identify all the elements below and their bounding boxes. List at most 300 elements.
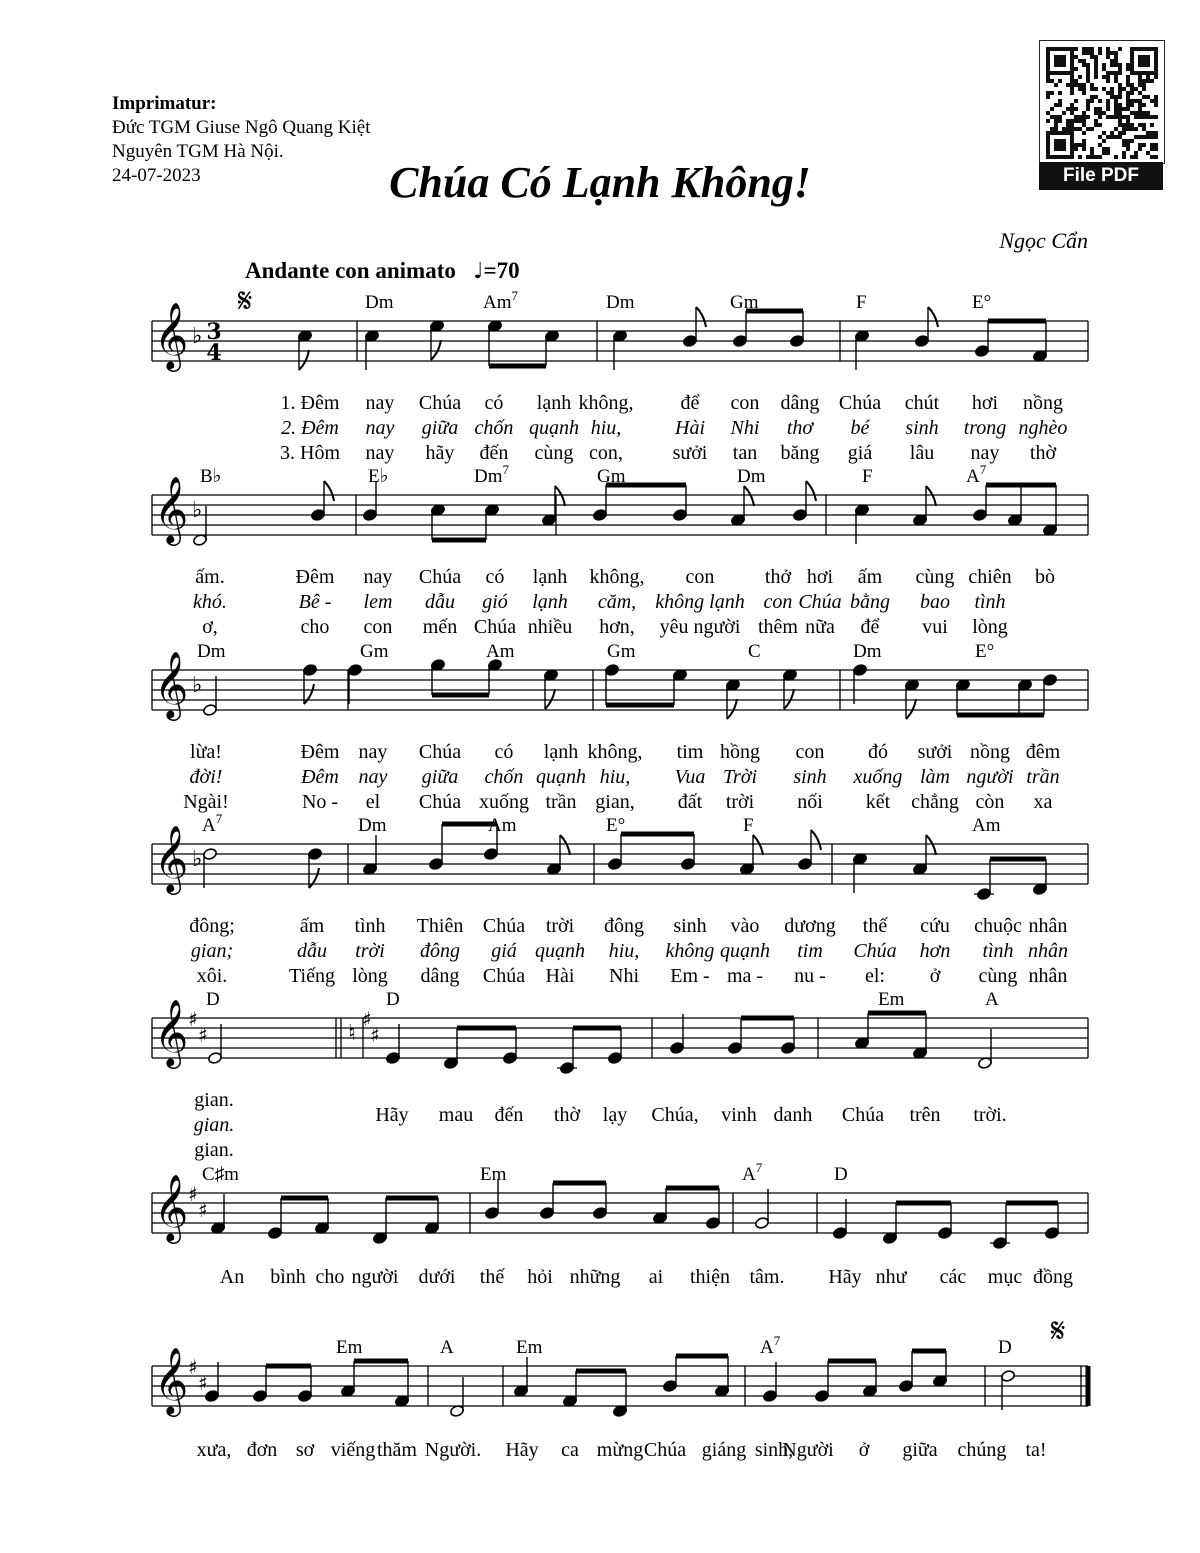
lyric-syllable: vinh <box>721 1104 757 1126</box>
lyric-syllable: trần <box>1026 766 1060 788</box>
segno-icon: 𝄋 <box>237 281 253 321</box>
note-head <box>781 1042 796 1055</box>
lyric-syllable: thế <box>479 1266 505 1288</box>
lyric-syllable: Người. <box>424 1439 482 1461</box>
lyric-syllable: cho <box>300 616 330 638</box>
staff-system <box>152 1173 1088 1249</box>
lyric-syllable: nay <box>365 442 395 464</box>
lyric-syllable: tim <box>676 741 704 763</box>
lyric-syllable: Hãy <box>375 1104 409 1126</box>
lyric-syllable: trời <box>725 791 755 813</box>
lyric-syllable: sinh, <box>754 1439 794 1461</box>
lyric-syllable: chuộc <box>974 915 1022 937</box>
lyric-syllable: không, <box>587 741 643 763</box>
treble-clef-icon: 𝄞 <box>154 475 189 543</box>
natural-icon: ♮ <box>348 1021 356 1046</box>
lyric-syllable: xưa, <box>196 1439 232 1461</box>
lyric-syllable: Chúa <box>473 616 517 638</box>
lyric-syllable: lạnh <box>532 566 568 588</box>
lyric-syllable: đó <box>868 741 888 763</box>
lyric-syllable: con <box>685 566 715 588</box>
lyric-syllable: Nhi <box>730 417 760 439</box>
lyric-syllable: lừa! <box>190 741 222 763</box>
lyric-syllable: el <box>365 791 381 813</box>
imprimatur-line: Đức TGM Giuse Ngô Quang Kiệt <box>112 117 371 138</box>
lyric-syllable: đông <box>420 940 460 962</box>
lyric-syllable: quạnh <box>720 940 770 962</box>
lyric-syllable: nhân <box>1028 915 1068 937</box>
lyric-syllable: căm, <box>597 591 637 613</box>
flat-icon: ♭ <box>192 498 203 523</box>
lyric-syllable: hơi <box>806 566 834 588</box>
tempo-value: =70 <box>483 258 520 283</box>
lyric-syllable: chốn <box>474 417 514 439</box>
lyric-syllable: ấm <box>299 915 325 937</box>
lyric-syllable: đông; <box>189 915 235 937</box>
note-head <box>681 858 696 871</box>
lyric-syllable: viếng <box>330 1439 376 1461</box>
lyric-syllable: thêm <box>758 616 798 638</box>
lyric-syllable: ta! <box>1025 1439 1047 1461</box>
chord-symbol: D <box>386 989 400 1010</box>
lyric-syllable: tim <box>797 940 823 962</box>
sharp-icon: ♯ <box>198 1198 208 1222</box>
note-head <box>540 1207 555 1220</box>
lyric-syllable: còn <box>975 791 1005 813</box>
note-head <box>503 1052 518 1065</box>
note-head <box>798 858 813 871</box>
lyric-syllable: quạnh <box>535 940 585 962</box>
note-flag <box>784 689 794 709</box>
treble-clef-icon: 𝄞 <box>154 998 189 1066</box>
lyric-syllable: hiu, <box>608 940 640 962</box>
imprimatur-line: 24-07-2023 <box>112 165 201 186</box>
segno-icon: 𝄋 <box>1050 1311 1066 1351</box>
lyric-syllable: hiu, <box>590 417 622 439</box>
note-head <box>203 704 218 717</box>
chord-symbol: Dm <box>853 641 882 662</box>
file-pdf-label: File PDF <box>1039 162 1163 190</box>
lyric-syllable: ở <box>929 965 941 987</box>
note-flag <box>727 699 737 719</box>
lyric-syllable: Thiên <box>416 915 464 937</box>
lyric-syllable: ơ, <box>202 616 218 638</box>
lyric-syllable: hồng <box>720 741 760 763</box>
lyric-syllable: bao <box>920 591 950 613</box>
lyric-syllable: tình <box>354 915 386 937</box>
chord-symbol: Dm <box>737 466 766 487</box>
lyric-syllable: ma - <box>726 965 764 987</box>
note-head <box>311 509 326 522</box>
lyric-syllable: sinh <box>793 766 827 788</box>
note-head <box>608 858 623 871</box>
lyric-syllable: hơn, <box>599 616 635 638</box>
lyric-syllable: Chúa <box>418 791 462 813</box>
note-flag <box>744 486 754 506</box>
note-flag <box>753 835 763 855</box>
note-head <box>1045 1227 1060 1240</box>
lyric-syllable: các <box>939 1266 967 1288</box>
lyric-syllable: No - <box>301 791 339 813</box>
lyric-syllable: thiện <box>690 1266 730 1288</box>
note-head <box>253 1390 268 1403</box>
chord-symbol: C <box>748 641 761 662</box>
lyric-syllable: lạnh <box>543 741 579 763</box>
note-head <box>728 1042 743 1055</box>
lyric-syllable: mục <box>987 1266 1023 1288</box>
lyric-syllable: không, <box>589 566 645 588</box>
lyric-syllable: lòng <box>972 616 1008 638</box>
lyric-syllable: bình <box>270 1266 306 1288</box>
lyric-syllable: đơn <box>246 1439 278 1461</box>
lyric-syllable: lòng <box>352 965 388 987</box>
lyric-syllable: trời <box>545 915 575 937</box>
chord-symbol: Em <box>336 1337 363 1358</box>
note-head <box>484 848 499 861</box>
lyric-syllable: con, <box>589 442 623 464</box>
lyric-syllable: 2. Đêm <box>281 417 339 439</box>
tempo-text: Andante con animato <box>245 258 456 283</box>
sharp-icon: ♯ <box>198 1023 208 1047</box>
treble-clef-icon: 𝄞 <box>154 1173 189 1241</box>
chord-symbol: B♭ <box>200 466 222 487</box>
lyric-syllable: vui <box>922 616 948 638</box>
lyric-syllable: hỏi <box>527 1266 553 1288</box>
lyric-syllable: cùng <box>915 566 955 588</box>
lyric-syllable: 3. Hôm <box>280 442 340 464</box>
lyric-syllable: Chúa <box>482 915 526 937</box>
lyric-syllable: nghèo <box>1018 417 1068 439</box>
chord-symbol: A <box>440 1337 454 1358</box>
chord-symbol: A <box>985 989 999 1010</box>
lyric-syllable: Nhi <box>609 965 639 987</box>
lyric-syllable: lạnh <box>536 392 572 414</box>
lyric-syllable: tình <box>974 591 1006 613</box>
lyric-syllable: Vua <box>674 766 706 788</box>
lyric-syllable: sinh <box>905 417 939 439</box>
staff-system <box>152 998 1088 1074</box>
lyric-syllable: xa <box>1033 791 1053 813</box>
lyric-syllable: để <box>860 616 880 638</box>
song-title: Chúa Có Lạnh Không! <box>389 158 811 207</box>
note-head <box>308 848 323 861</box>
lyric-syllable: vào <box>730 915 760 937</box>
lyric-syllable: gian. <box>194 1139 234 1161</box>
lyric-syllable: Chúa <box>838 392 882 414</box>
lyric-syllable: dưới <box>418 1266 456 1288</box>
chord-symbol: Dm <box>365 292 394 313</box>
lyric-syllable: gió <box>482 591 508 613</box>
chord-symbol: F <box>856 292 867 313</box>
note-flag <box>926 486 936 506</box>
chord-symbol: $A^7$ <box>742 1160 763 1185</box>
lyric-syllable: dâng <box>420 965 460 987</box>
lyric-syllable: xuống <box>853 766 903 788</box>
sharp-icon: ♯ <box>188 1182 198 1206</box>
lyric-syllable: Ngài! <box>183 791 229 813</box>
chord-symbol: D <box>998 1337 1012 1358</box>
lyric-syllable: giữa <box>902 1439 938 1461</box>
lyric-syllable: giá <box>491 940 517 962</box>
lyric-syllable: gian; <box>190 940 234 962</box>
lyric-syllable: ấm. <box>195 566 225 588</box>
note-head <box>303 664 318 677</box>
lyric-syllable: như <box>875 1266 907 1288</box>
lyric-syllable: lem <box>363 591 393 613</box>
lyric-syllable: nay <box>363 566 393 588</box>
note-flag <box>906 699 916 719</box>
lyric-syllable: con <box>730 392 760 414</box>
sharp-icon: ♯ <box>188 1007 198 1031</box>
note-head <box>663 1380 678 1393</box>
lyric-syllable: sưởi <box>917 741 953 763</box>
lyric-syllable: Em - <box>670 965 710 987</box>
lyric-syllable: el: <box>865 965 885 987</box>
note-head <box>833 1227 848 1240</box>
note-head <box>348 664 363 677</box>
lyric-syllable: thế <box>862 915 888 937</box>
lyric-syllable: đất <box>677 791 703 813</box>
lyric-syllable: gian, <box>595 791 635 813</box>
lyric-syllable: Tiếng <box>289 965 335 987</box>
lyric-syllable: thở <box>764 566 792 588</box>
lyric-syllable: những <box>569 1266 621 1288</box>
treble-clef-icon: 𝄞 <box>154 301 189 369</box>
lyric-syllable: quạnh <box>536 766 586 788</box>
lyric-syllable: có <box>484 392 504 414</box>
chord-symbol: D <box>206 989 220 1010</box>
lyric-syllable: trời. <box>973 1104 1007 1126</box>
chord-symbol: F <box>743 815 754 836</box>
note-head <box>429 858 444 871</box>
lyric-syllable: giáng <box>701 1439 747 1461</box>
lyric-syllable: giá <box>847 442 873 464</box>
chord-symbol: Am$^7$ <box>483 288 518 313</box>
lyric-syllable: Chúa <box>418 392 462 414</box>
lyric-syllable: Chúa <box>841 1104 885 1126</box>
note-head <box>673 509 688 522</box>
lyric-syllable: yêu người <box>659 616 741 638</box>
lyric-syllable: chúng <box>957 1439 1007 1461</box>
lyric-syllable: người <box>351 1266 399 1288</box>
lyric-syllable: không <box>665 940 715 962</box>
lyric-syllable: Chúa, <box>651 1104 699 1126</box>
lyric-syllable: Đêm <box>300 741 340 763</box>
note-head <box>485 1207 500 1220</box>
note-flag <box>324 481 334 501</box>
note-flag <box>545 689 555 709</box>
lyric-syllable: con <box>795 741 825 763</box>
note-head <box>670 1042 685 1055</box>
staff-system <box>152 1311 1088 1417</box>
lyric-syllable: cứu <box>920 915 950 937</box>
lyric-syllable: không lạnh <box>655 591 745 613</box>
lyric-syllable: khó. <box>193 591 227 613</box>
chord-symbol: Em <box>480 1164 507 1185</box>
note-head <box>973 509 988 522</box>
lyric-syllable: xôi. <box>196 965 228 987</box>
lyric-syllable: chút <box>904 392 940 414</box>
note-flag <box>696 307 706 327</box>
lyric-syllable: lạy <box>602 1104 628 1126</box>
lyric-syllable: bò <box>1035 566 1055 588</box>
lyric-syllable: nay <box>358 766 388 788</box>
lyric-syllable: ca <box>561 1439 579 1461</box>
time-signature-bottom: 4 <box>206 340 222 366</box>
treble-clef-icon: 𝄞 <box>154 1346 189 1414</box>
note-flag <box>431 340 441 360</box>
lyric-syllable: Hài <box>675 417 705 439</box>
lyric-syllable: trần <box>545 791 577 813</box>
flat-icon: ♭ <box>192 847 203 872</box>
lyric-syllable: nu - <box>794 965 826 987</box>
note-head <box>763 1390 778 1403</box>
lyric-syllable: mừng <box>596 1439 644 1461</box>
note-flag <box>928 307 938 327</box>
chord-symbol: E° <box>975 641 995 662</box>
lyric-syllable: danh <box>773 1104 813 1126</box>
composer-name: Ngọc Cẩn <box>999 228 1088 253</box>
note-head <box>683 335 698 348</box>
lyric-syllable: Hài <box>545 965 575 987</box>
note-head <box>593 1207 608 1220</box>
lyric-syllable: hiu, <box>599 766 631 788</box>
lyric-syllable: chốn <box>484 766 524 788</box>
lyric-syllable: người <box>966 766 1014 788</box>
lyric-syllable: thờ <box>553 1104 581 1126</box>
note-flag <box>309 868 319 888</box>
lyric-syllable: cùng <box>534 442 574 464</box>
lyric-syllable: đến <box>494 1104 524 1126</box>
note-head <box>899 1380 914 1393</box>
lyric-syllable: Chúa <box>482 965 526 987</box>
lyric-syllable: mau <box>438 1104 474 1126</box>
chord-symbol: Dm$^7$ <box>474 462 509 487</box>
lyric-syllable: nồng <box>1023 392 1063 414</box>
lyric-syllable: nay <box>365 392 395 414</box>
lyric-syllable: giữa <box>421 766 459 788</box>
lyric-syllable: dương <box>784 915 836 937</box>
chord-symbol: Em <box>516 1337 543 1358</box>
flat-icon: ♭ <box>192 673 203 698</box>
chord-symbol: D <box>834 1164 848 1185</box>
lyric-syllable: lạnh <box>532 591 568 613</box>
lyric-syllable: sinh <box>673 915 707 937</box>
note-head <box>755 1217 770 1230</box>
lyric-syllable: trên <box>909 1104 941 1126</box>
lyric-syllable: An <box>219 1266 245 1288</box>
chord-symbol: Em <box>878 989 905 1010</box>
lyric-syllable: nhân <box>1028 940 1068 962</box>
lyric-syllable: để <box>680 392 700 414</box>
lyric-syllable: Chúa <box>853 940 897 962</box>
lyric-syllable: trời <box>355 940 385 962</box>
note-flag <box>299 350 309 370</box>
lyric-syllable: Đêm <box>301 766 339 788</box>
lyric-syllable: nay <box>365 417 395 439</box>
chord-symbol: Gm <box>360 641 389 662</box>
chord-symbol: Dm <box>606 292 635 313</box>
treble-clef-icon: 𝄞 <box>154 650 189 718</box>
lyric-syllable: thờ <box>1029 442 1057 464</box>
note-head <box>793 509 808 522</box>
note-head <box>1043 674 1058 687</box>
chord-symbol: Gm <box>730 292 759 313</box>
lyric-syllable: hơn <box>919 940 951 962</box>
lyric-syllable: đông <box>604 915 644 937</box>
quarter-note-icon: ♩ <box>473 259 484 284</box>
chord-symbol: Gm <box>607 641 636 662</box>
note-head <box>938 1227 953 1240</box>
note-head <box>203 848 218 861</box>
lyric-syllable: dẫu <box>297 940 327 962</box>
lyric-syllable: Bê - <box>298 591 332 613</box>
lyric-syllable: ấm <box>857 566 883 588</box>
chord-symbol: Am <box>488 815 517 836</box>
note-head <box>790 335 805 348</box>
lyric-syllable: chiên <box>968 566 1012 588</box>
lyric-syllable: nồng <box>970 741 1010 763</box>
lyric-syllable: tâm. <box>749 1266 785 1288</box>
lyric-syllable: nối <box>797 791 823 813</box>
lyric-syllable: gian. <box>194 1089 234 1111</box>
lyric-syllable: thơ <box>786 417 814 439</box>
note-flag <box>926 835 936 855</box>
chord-symbol: C♯m <box>202 1164 239 1185</box>
lyric-syllable: tình <box>982 940 1014 962</box>
lyric-syllable: con <box>363 616 393 638</box>
lyric-syllable: có <box>494 741 514 763</box>
note-head <box>605 664 620 677</box>
chord-symbol: F <box>862 466 873 487</box>
lyric-syllable: kết <box>865 791 891 813</box>
lyric-syllable: tan <box>732 442 758 464</box>
note-flag <box>304 684 314 704</box>
note-head <box>593 509 608 522</box>
lyric-syllable: nữa <box>805 616 835 638</box>
note-head <box>733 335 748 348</box>
lyric-syllable: xuống <box>479 791 529 813</box>
note-head <box>386 1052 401 1065</box>
chord-symbol: $A^7$ <box>966 462 987 487</box>
lyric-syllable: không, <box>578 392 634 414</box>
lyric-syllable: dâng <box>780 392 820 414</box>
lyric-syllable: có <box>485 566 505 588</box>
note-flag <box>806 481 816 501</box>
lyric-syllable: Hãy <box>505 1439 539 1461</box>
lyric-syllable: nay <box>970 442 1000 464</box>
lyric-syllable: Chúa <box>643 1439 687 1461</box>
sharp-icon: ♯ <box>362 1007 372 1031</box>
note-head <box>815 1390 830 1403</box>
flat-icon: ♭ <box>192 324 203 349</box>
chord-symbol: E♭ <box>368 466 389 487</box>
note-head <box>975 345 990 358</box>
lyric-syllable: 1. Đêm <box>280 392 340 414</box>
note-head <box>363 509 378 522</box>
lyric-syllable: Chúa <box>418 741 462 763</box>
chord-symbol: Dm <box>197 641 226 662</box>
lyric-syllable: thăm <box>377 1439 417 1461</box>
treble-clef-icon: 𝄞 <box>154 824 189 892</box>
note-head <box>915 335 930 348</box>
lyric-syllable: ai <box>648 1266 664 1288</box>
lyric-syllable: gian. <box>193 1114 235 1136</box>
lyric-syllable: hãy <box>425 442 455 464</box>
note-head <box>208 1052 223 1065</box>
lyric-syllable: cùng <box>978 965 1018 987</box>
lyric-syllable: Hãy <box>828 1266 862 1288</box>
